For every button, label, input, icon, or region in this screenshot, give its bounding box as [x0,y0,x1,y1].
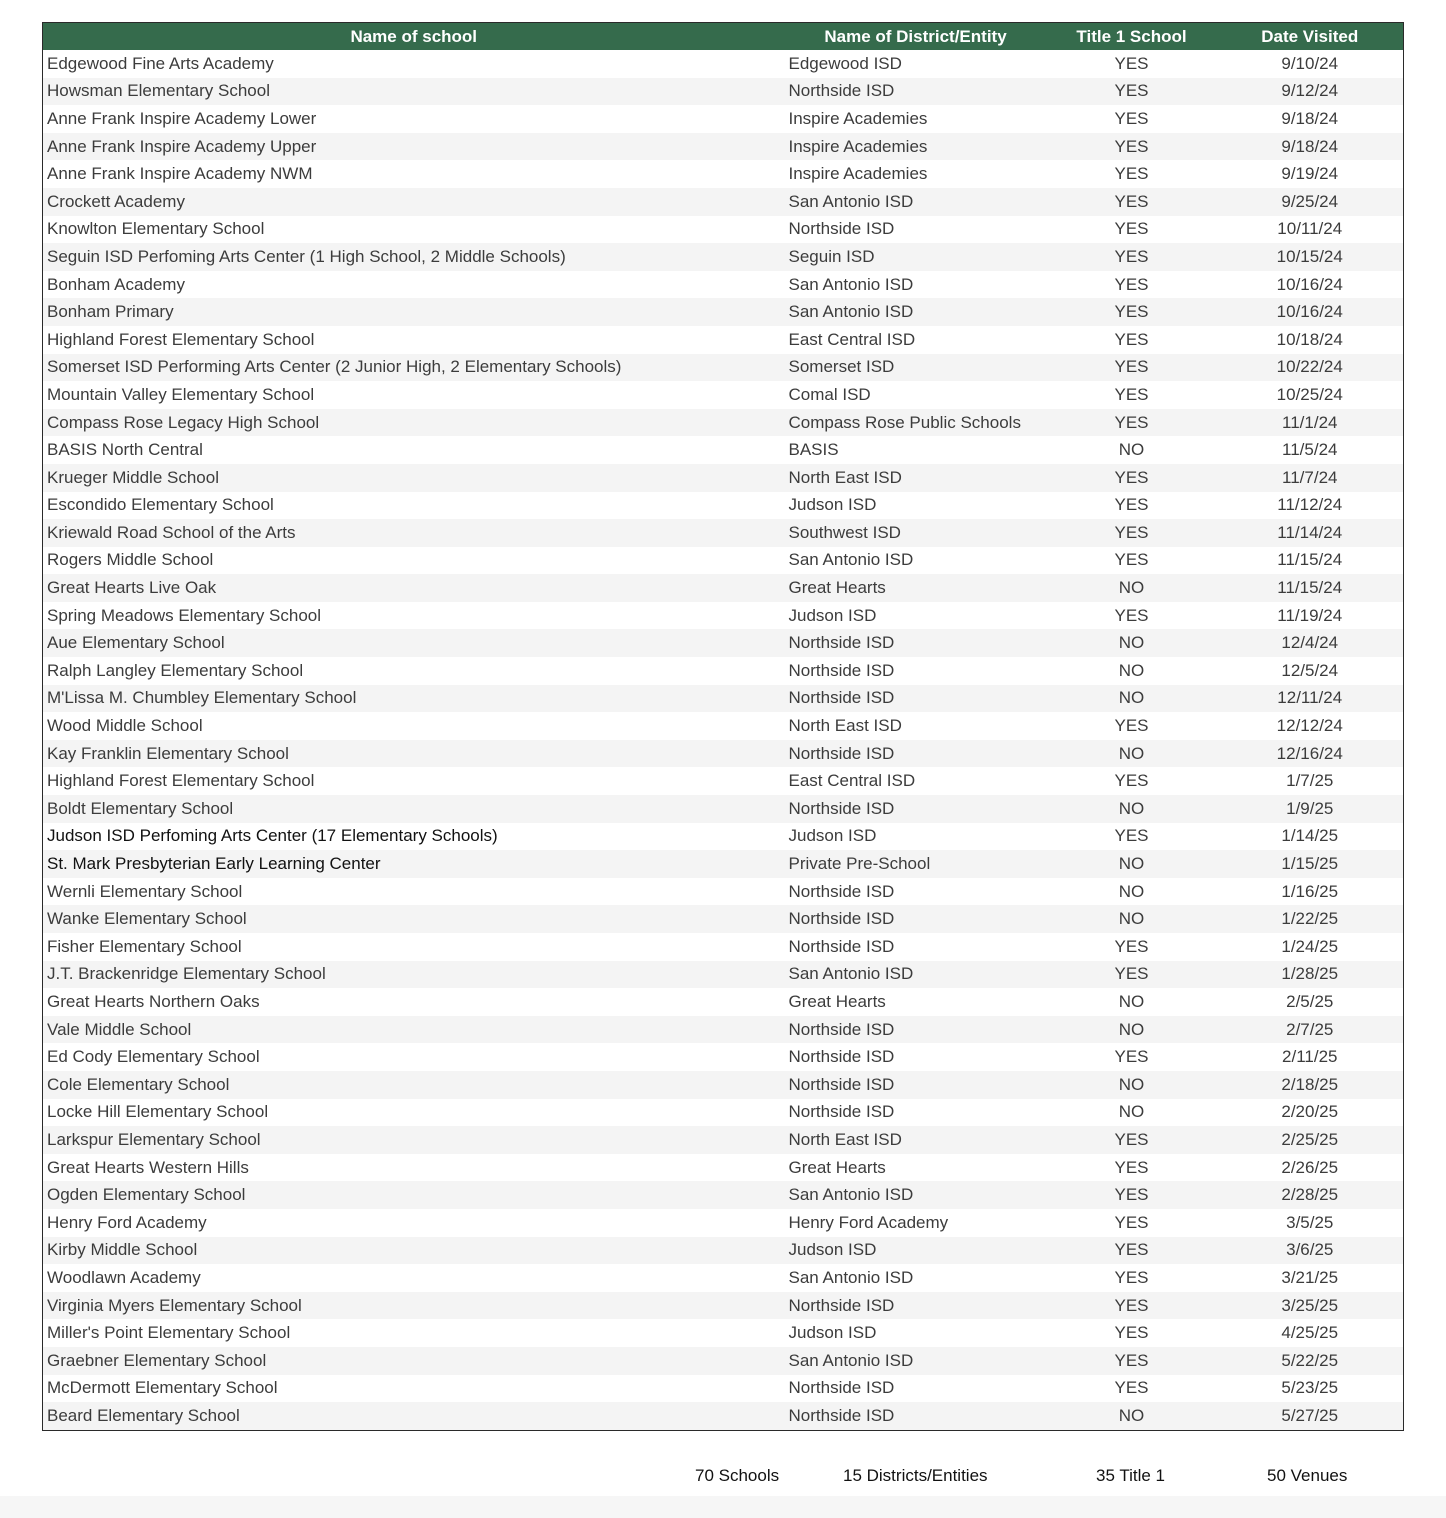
date-visited-cell[interactable]: 5/27/25 [1217,1402,1404,1430]
school-name-cell[interactable]: Wernli Elementary School [43,878,785,906]
district-name-cell[interactable]: Inspire Academies [785,133,1047,161]
district-name-cell[interactable]: BASIS [785,436,1047,464]
table-row [43,629,1404,657]
district-name-cell[interactable]: Northside ISD [785,1292,1047,1320]
title1-cell[interactable]: NO [1047,1402,1217,1430]
title1-cell[interactable]: YES [1047,243,1217,271]
table-row [43,767,1404,795]
district-name-cell[interactable]: Northside ISD [785,685,1047,713]
district-name-cell[interactable]: Northside ISD [785,795,1047,823]
school-name-cell[interactable]: Knowlton Elementary School [43,216,785,244]
district-name-cell[interactable]: San Antonio ISD [785,298,1047,326]
table-row [43,1264,1404,1292]
table-row [43,492,1404,520]
date-visited-cell[interactable]: 1/16/25 [1217,878,1404,906]
district-name-cell[interactable]: Judson ISD [785,1319,1047,1347]
table-row [43,354,1404,382]
title1-cell[interactable]: YES [1047,1181,1217,1209]
table-row [43,933,1404,961]
table-row [43,823,1404,851]
date-visited-cell[interactable]: 11/15/24 [1217,547,1404,575]
table-row [43,409,1404,437]
school-name-cell[interactable]: Escondido Elementary School [43,492,785,520]
schools-visited-table [42,22,1404,1431]
district-name-cell[interactable]: Northside ISD [785,1402,1047,1430]
date-visited-cell[interactable]: 10/11/24 [1217,216,1404,244]
district-name-cell[interactable]: Great Hearts [785,574,1047,602]
table-row [43,188,1404,216]
title1-cell[interactable]: YES [1047,133,1217,161]
title1-cell[interactable]: YES [1047,216,1217,244]
title1-cell[interactable]: NO [1047,657,1217,685]
title1-cell[interactable]: YES [1047,78,1217,106]
table-row [43,1043,1404,1071]
school-name-cell[interactable]: Anne Frank Inspire Academy Upper [43,133,785,161]
title1-cell[interactable]: NO [1047,629,1217,657]
district-name-cell[interactable]: Northside ISD [785,933,1047,961]
date-visited-cell[interactable]: 12/5/24 [1217,657,1404,685]
date-visited-cell[interactable]: 11/1/24 [1217,409,1404,437]
district-name-cell[interactable]: Judson ISD [785,602,1047,630]
table-row [43,436,1404,464]
table-row [43,1126,1404,1154]
header-date-visited[interactable]: Date Visited [1217,23,1404,51]
date-visited-cell[interactable]: 5/23/25 [1217,1375,1404,1403]
district-name-cell[interactable]: Seguin ISD [785,243,1047,271]
table-row [43,602,1404,630]
date-visited-cell[interactable]: 12/12/24 [1217,712,1404,740]
sheet-footer-band [0,1496,1446,1518]
date-visited-cell[interactable]: 2/18/25 [1217,1071,1404,1099]
district-name-cell[interactable]: Judson ISD [785,823,1047,851]
title1-cell[interactable]: YES [1047,1292,1217,1320]
date-visited-cell[interactable]: 11/5/24 [1217,436,1404,464]
table-row [43,50,1404,78]
district-name-cell[interactable]: Inspire Academies [785,105,1047,133]
school-name-cell[interactable]: Highland Forest Elementary School [43,326,785,354]
table-row [43,988,1404,1016]
district-name-cell[interactable]: San Antonio ISD [785,188,1047,216]
title1-cell[interactable]: NO [1047,850,1217,878]
date-visited-cell[interactable]: 11/14/24 [1217,519,1404,547]
table-row [43,1347,1404,1375]
school-name-cell[interactable]: Kirby Middle School [43,1237,785,1265]
school-name-cell[interactable]: Bonham Primary [43,298,785,326]
table-row [43,712,1404,740]
date-visited-cell[interactable]: 2/26/25 [1217,1154,1404,1182]
table-row [43,298,1404,326]
district-name-cell[interactable]: North East ISD [785,712,1047,740]
title1-cell[interactable]: YES [1047,298,1217,326]
date-visited-cell[interactable]: 12/4/24 [1217,629,1404,657]
district-name-cell[interactable]: Northside ISD [785,905,1047,933]
title1-cell[interactable]: NO [1047,905,1217,933]
date-visited-cell[interactable]: 9/10/24 [1217,50,1404,78]
title1-cell[interactable]: YES [1047,1154,1217,1182]
date-visited-cell[interactable]: 1/24/25 [1217,933,1404,961]
table-row [43,78,1404,106]
table-row [43,850,1404,878]
school-name-cell[interactable]: Kriewald Road School of the Arts [43,519,785,547]
school-name-cell[interactable]: Wanke Elementary School [43,905,785,933]
district-name-cell[interactable]: Judson ISD [785,492,1047,520]
table-row [43,1016,1404,1044]
district-name-cell[interactable]: Northside ISD [785,1016,1047,1044]
table-header [43,23,1404,51]
title1-cell[interactable]: YES [1047,354,1217,382]
school-name-cell[interactable]: Great Hearts Northern Oaks [43,988,785,1016]
school-name-cell[interactable]: Spring Meadows Elementary School [43,602,785,630]
title1-cell[interactable]: YES [1047,961,1217,989]
school-name-cell[interactable]: Woodlawn Academy [43,1264,785,1292]
table-row [43,464,1404,492]
school-name-cell[interactable]: Aue Elementary School [43,629,785,657]
school-name-cell[interactable]: Seguin ISD Perfoming Arts Center (1 High School, 2 Middle Schools) [43,243,785,271]
title1-cell[interactable]: YES [1047,1264,1217,1292]
date-visited-cell[interactable]: 11/12/24 [1217,492,1404,520]
district-name-cell[interactable]: Henry Ford Academy [785,1209,1047,1237]
school-name-cell[interactable]: Boldt Elementary School [43,795,785,823]
title1-cell[interactable]: YES [1047,50,1217,78]
school-name-cell[interactable]: Howsman Elementary School [43,78,785,106]
title1-cell[interactable]: YES [1047,1043,1217,1071]
district-name-cell[interactable]: San Antonio ISD [785,1181,1047,1209]
district-name-cell[interactable]: Comal ISD [785,381,1047,409]
school-name-cell[interactable]: J.T. Brackenridge Elementary School [43,961,785,989]
summary-title1-count: 35 Title 1 [1096,1466,1165,1485]
date-visited-cell[interactable]: 12/16/24 [1217,740,1404,768]
header-row [43,23,1404,51]
school-name-cell[interactable]: Ralph Langley Elementary School [43,657,785,685]
date-visited-cell[interactable]: 9/19/24 [1217,160,1404,188]
school-name-cell[interactable]: Kay Franklin Elementary School [43,740,785,768]
district-name-cell[interactable]: Northside ISD [785,1043,1047,1071]
district-name-cell[interactable]: Great Hearts [785,1154,1047,1182]
district-name-cell[interactable]: Southwest ISD [785,519,1047,547]
school-name-cell[interactable]: Rogers Middle School [43,547,785,575]
school-name-cell[interactable]: Vale Middle School [43,1016,785,1044]
date-visited-cell[interactable]: 9/18/24 [1217,105,1404,133]
district-name-cell[interactable]: Northside ISD [785,740,1047,768]
date-visited-cell[interactable]: 12/11/24 [1217,685,1404,713]
title1-cell[interactable]: NO [1047,574,1217,602]
date-visited-cell[interactable]: 3/6/25 [1217,1237,1404,1265]
district-name-cell[interactable]: North East ISD [785,464,1047,492]
date-visited-cell[interactable]: 5/22/25 [1217,1347,1404,1375]
date-visited-cell[interactable]: 1/7/25 [1217,767,1404,795]
title1-cell[interactable]: YES [1047,767,1217,795]
header-district-name[interactable]: Name of District/Entity [785,23,1047,51]
school-name-cell[interactable]: Mountain Valley Elementary School [43,381,785,409]
table-row [43,574,1404,602]
date-visited-cell[interactable]: 9/12/24 [1217,78,1404,106]
title1-cell[interactable]: YES [1047,492,1217,520]
district-name-cell[interactable]: North East ISD [785,1126,1047,1154]
date-visited-cell[interactable]: 9/18/24 [1217,133,1404,161]
table-row [43,685,1404,713]
district-name-cell[interactable]: East Central ISD [785,767,1047,795]
school-name-cell[interactable]: Henry Ford Academy [43,1209,785,1237]
date-visited-cell[interactable]: 2/25/25 [1217,1126,1404,1154]
district-name-cell[interactable]: Inspire Academies [785,160,1047,188]
title1-cell[interactable]: NO [1047,878,1217,906]
title1-cell[interactable]: YES [1047,1375,1217,1403]
date-visited-cell[interactable]: 3/5/25 [1217,1209,1404,1237]
school-name-cell[interactable]: Somerset ISD Performing Arts Center (2 Junior High, 2 Elementary Schools) [43,354,785,382]
district-name-cell[interactable]: Northside ISD [785,78,1047,106]
table-row [43,547,1404,575]
district-name-cell[interactable]: Compass Rose Public Schools [785,409,1047,437]
school-name-cell[interactable]: Ed Cody Elementary School [43,1043,785,1071]
school-name-cell[interactable]: McDermott Elementary School [43,1375,785,1403]
date-visited-cell[interactable]: 1/9/25 [1217,795,1404,823]
school-name-cell[interactable]: M'Lissa M. Chumbley Elementary School [43,685,785,713]
district-name-cell[interactable]: Northside ISD [785,216,1047,244]
title1-cell[interactable]: YES [1047,1319,1217,1347]
school-name-cell[interactable]: Anne Frank Inspire Academy Lower [43,105,785,133]
summary-schools-count: 70 Schools [695,1466,780,1485]
school-name-cell[interactable]: Krueger Middle School [43,464,785,492]
school-name-cell[interactable]: Great Hearts Western Hills [43,1154,785,1182]
table-row [43,878,1404,906]
table-body [43,50,1404,1430]
summary-venues-count: 50 Venues [1267,1466,1348,1485]
table-row [43,1402,1404,1430]
date-visited-cell[interactable]: 11/7/24 [1217,464,1404,492]
school-name-cell[interactable]: St. Mark Presbyterian Early Learning Center [43,850,785,878]
district-name-cell[interactable]: Great Hearts [785,988,1047,1016]
school-name-cell[interactable]: Beard Elementary School [43,1402,785,1430]
district-name-cell[interactable]: San Antonio ISD [785,1347,1047,1375]
date-visited-cell[interactable]: 2/5/25 [1217,988,1404,1016]
title1-cell[interactable]: YES [1047,409,1217,437]
table-row [43,1209,1404,1237]
table-row [43,740,1404,768]
district-name-cell[interactable]: Northside ISD [785,1375,1047,1403]
school-name-cell[interactable]: Judson ISD Perfoming Arts Center (17 Elementary Schools) [43,823,785,851]
title1-cell[interactable]: NO [1047,1016,1217,1044]
table-row [43,216,1404,244]
title1-cell[interactable]: YES [1047,602,1217,630]
table-row [43,1154,1404,1182]
school-name-cell[interactable]: Fisher Elementary School [43,933,785,961]
school-name-cell[interactable]: Miller's Point Elementary School [43,1319,785,1347]
title1-cell[interactable]: YES [1047,1347,1217,1375]
date-visited-cell[interactable]: 11/15/24 [1217,574,1404,602]
school-name-cell[interactable]: Highland Forest Elementary School [43,767,785,795]
title1-cell[interactable]: YES [1047,464,1217,492]
table-row [43,243,1404,271]
school-name-cell[interactable]: Wood Middle School [43,712,785,740]
table-row [43,795,1404,823]
date-visited-cell[interactable]: 10/22/24 [1217,354,1404,382]
title1-cell[interactable]: YES [1047,188,1217,216]
table-row [43,519,1404,547]
title1-cell[interactable]: NO [1047,740,1217,768]
header-school-name[interactable]: Name of school [43,23,785,51]
title1-cell[interactable]: YES [1047,933,1217,961]
table-row [43,657,1404,685]
school-name-cell[interactable]: Locke Hill Elementary School [43,1099,785,1127]
table-row [43,105,1404,133]
date-visited-cell[interactable]: 10/25/24 [1217,381,1404,409]
table-row [43,1292,1404,1320]
school-name-cell[interactable]: Larkspur Elementary School [43,1126,785,1154]
table-row [43,160,1404,188]
title1-cell[interactable]: YES [1047,1237,1217,1265]
date-visited-cell[interactable]: 3/21/25 [1217,1264,1404,1292]
title1-cell[interactable]: NO [1047,685,1217,713]
school-name-cell[interactable]: Ogden Elementary School [43,1181,785,1209]
district-name-cell[interactable]: Northside ISD [785,1099,1047,1127]
school-name-cell[interactable]: Anne Frank Inspire Academy NWM [43,160,785,188]
school-name-cell[interactable]: Bonham Academy [43,271,785,299]
district-name-cell[interactable]: Northside ISD [785,878,1047,906]
date-visited-cell[interactable]: 2/20/25 [1217,1099,1404,1127]
table-row [43,1319,1404,1347]
date-visited-cell[interactable]: 10/18/24 [1217,326,1404,354]
school-name-cell[interactable]: Compass Rose Legacy High School [43,409,785,437]
table-row [43,133,1404,161]
district-name-cell[interactable]: San Antonio ISD [785,271,1047,299]
date-visited-cell[interactable]: 3/25/25 [1217,1292,1404,1320]
date-visited-cell[interactable]: 1/14/25 [1217,823,1404,851]
date-visited-cell[interactable]: 11/19/24 [1217,602,1404,630]
title1-cell[interactable]: YES [1047,326,1217,354]
school-name-cell[interactable]: Edgewood Fine Arts Academy [43,50,785,78]
table-row [43,1237,1404,1265]
header-title1[interactable]: Title 1 School [1047,23,1217,51]
school-name-cell[interactable]: Cole Elementary School [43,1071,785,1099]
title1-cell[interactable]: NO [1047,1071,1217,1099]
table-row [43,961,1404,989]
title1-cell[interactable]: NO [1047,795,1217,823]
date-visited-cell[interactable]: 10/15/24 [1217,243,1404,271]
date-visited-cell[interactable]: 1/22/25 [1217,905,1404,933]
title1-cell[interactable]: YES [1047,823,1217,851]
district-name-cell[interactable]: Private Pre-School [785,850,1047,878]
title1-cell[interactable]: NO [1047,1099,1217,1127]
date-visited-cell[interactable]: 10/16/24 [1217,298,1404,326]
title1-cell[interactable]: YES [1047,271,1217,299]
district-name-cell[interactable]: San Antonio ISD [785,547,1047,575]
table-row [43,381,1404,409]
district-name-cell[interactable]: Judson ISD [785,1237,1047,1265]
summary-districts-count: 15 Districts/Entities [843,1466,988,1485]
table-row [43,1375,1404,1403]
title1-cell[interactable]: YES [1047,160,1217,188]
title1-cell[interactable]: YES [1047,105,1217,133]
title1-cell[interactable]: YES [1047,1126,1217,1154]
school-name-cell[interactable]: Crockett Academy [43,188,785,216]
school-name-cell[interactable]: Virginia Myers Elementary School [43,1292,785,1320]
date-visited-cell[interactable]: 10/16/24 [1217,271,1404,299]
date-visited-cell[interactable]: 1/28/25 [1217,961,1404,989]
date-visited-cell[interactable]: 4/25/25 [1217,1319,1404,1347]
district-name-cell[interactable]: Northside ISD [785,1071,1047,1099]
title1-cell[interactable]: YES [1047,547,1217,575]
district-name-cell[interactable]: East Central ISD [785,326,1047,354]
title1-cell[interactable]: NO [1047,988,1217,1016]
school-name-cell[interactable]: Great Hearts Live Oak [43,574,785,602]
title1-cell[interactable]: NO [1047,436,1217,464]
title1-cell[interactable]: YES [1047,519,1217,547]
district-name-cell[interactable]: Edgewood ISD [785,50,1047,78]
date-visited-cell[interactable]: 2/11/25 [1217,1043,1404,1071]
table-row [43,905,1404,933]
title1-cell[interactable]: YES [1047,712,1217,740]
date-visited-cell[interactable]: 2/28/25 [1217,1181,1404,1209]
date-visited-cell[interactable]: 2/7/25 [1217,1016,1404,1044]
district-name-cell[interactable]: San Antonio ISD [785,961,1047,989]
date-visited-cell[interactable]: 9/25/24 [1217,188,1404,216]
school-name-cell[interactable]: BASIS North Central [43,436,785,464]
title1-cell[interactable]: YES [1047,381,1217,409]
district-name-cell[interactable]: San Antonio ISD [785,1264,1047,1292]
table-row [43,271,1404,299]
table-row [43,326,1404,354]
district-name-cell[interactable]: Somerset ISD [785,354,1047,382]
table-row [43,1181,1404,1209]
table-row [43,1099,1404,1127]
table-row [43,1071,1404,1099]
school-name-cell[interactable]: Graebner Elementary School [43,1347,785,1375]
title1-cell[interactable]: YES [1047,1209,1217,1237]
district-name-cell[interactable]: Northside ISD [785,629,1047,657]
date-visited-cell[interactable]: 1/15/25 [1217,850,1404,878]
district-name-cell[interactable]: Northside ISD [785,657,1047,685]
